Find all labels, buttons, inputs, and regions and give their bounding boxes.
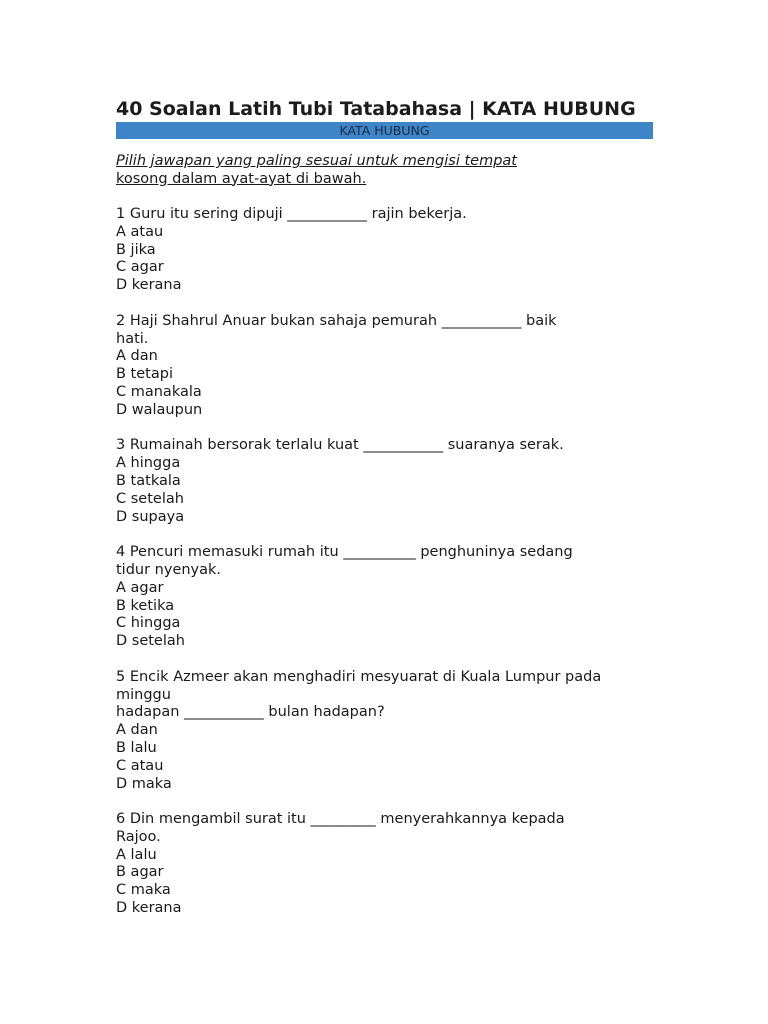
question-stem: 2 Haji Shahrul Anuar bukan sahaja pemurah ___________ baik hati. [116,312,557,347]
option-a: A agar [116,579,164,596]
document-title: 40 Soalan Latih Tubi Tatabahasa | KATA HUBUNG [116,98,636,120]
option-c: C maka [116,882,171,899]
option-d: D kerana [116,277,182,294]
option-b: B tatkala [116,472,181,489]
option-b: B jika [116,241,156,258]
option-d: D setelah [116,633,185,650]
option-b: B tetapi [116,366,173,383]
question-list [116,206,656,918]
instruction-line-2: kosong dalam ayat-ayat di bawah. [116,170,367,187]
question-stem: 1 Guru itu sering dipuji ___________ rajin bekerja. [116,206,467,222]
option-d: D maka [116,775,172,792]
option-b: B ketika [116,597,175,614]
question-stem: 3 Rumainah bersorak terlalu kuat ___________ suaranya serak. [116,437,564,454]
option-a: A lalu [116,846,157,863]
option-c: C setelah [116,490,184,507]
question-stem: 6 Din mengambil surat itu _________ menyerahkannya kepada Rajoo. [116,811,565,845]
option-d: D kerana [116,900,182,917]
document-page [116,96,656,936]
option-c: C agar [116,259,164,276]
option-a: A atau [116,223,164,240]
option-d: D supaya [116,508,185,525]
question-stem: 4 Pencuri memasuki rumah itu __________ penghuninya sedang tidur nyenyak. [116,544,573,578]
question-3 [116,437,656,526]
option-d: D walaupun [116,401,203,418]
option-a: A dan [116,722,158,739]
option-b: B agar [116,864,164,881]
section-banner: KATA HUBUNG [116,122,653,139]
option-a: A dan [116,348,158,365]
instruction-text [116,153,616,188]
question-6 [116,811,656,918]
option-b: B lalu [116,739,157,756]
question-4 [116,544,656,651]
question-5 [116,669,656,794]
question-stem: 5 Encik Azmeer akan menghadiri mesyuarat di Kuala Lumpur pada minggu hadapan ___________ bulan hadapan? [116,668,602,721]
instruction-line-1: Pilih jawapan yang paling sesuai untuk mengisi tempat [116,153,517,169]
question-2 [116,313,656,420]
option-c: C hingga [116,615,181,632]
option-c: C atau [116,757,164,774]
option-a: A hingga [116,455,181,472]
question-1 [116,206,656,295]
option-c: C manakala [116,383,202,400]
